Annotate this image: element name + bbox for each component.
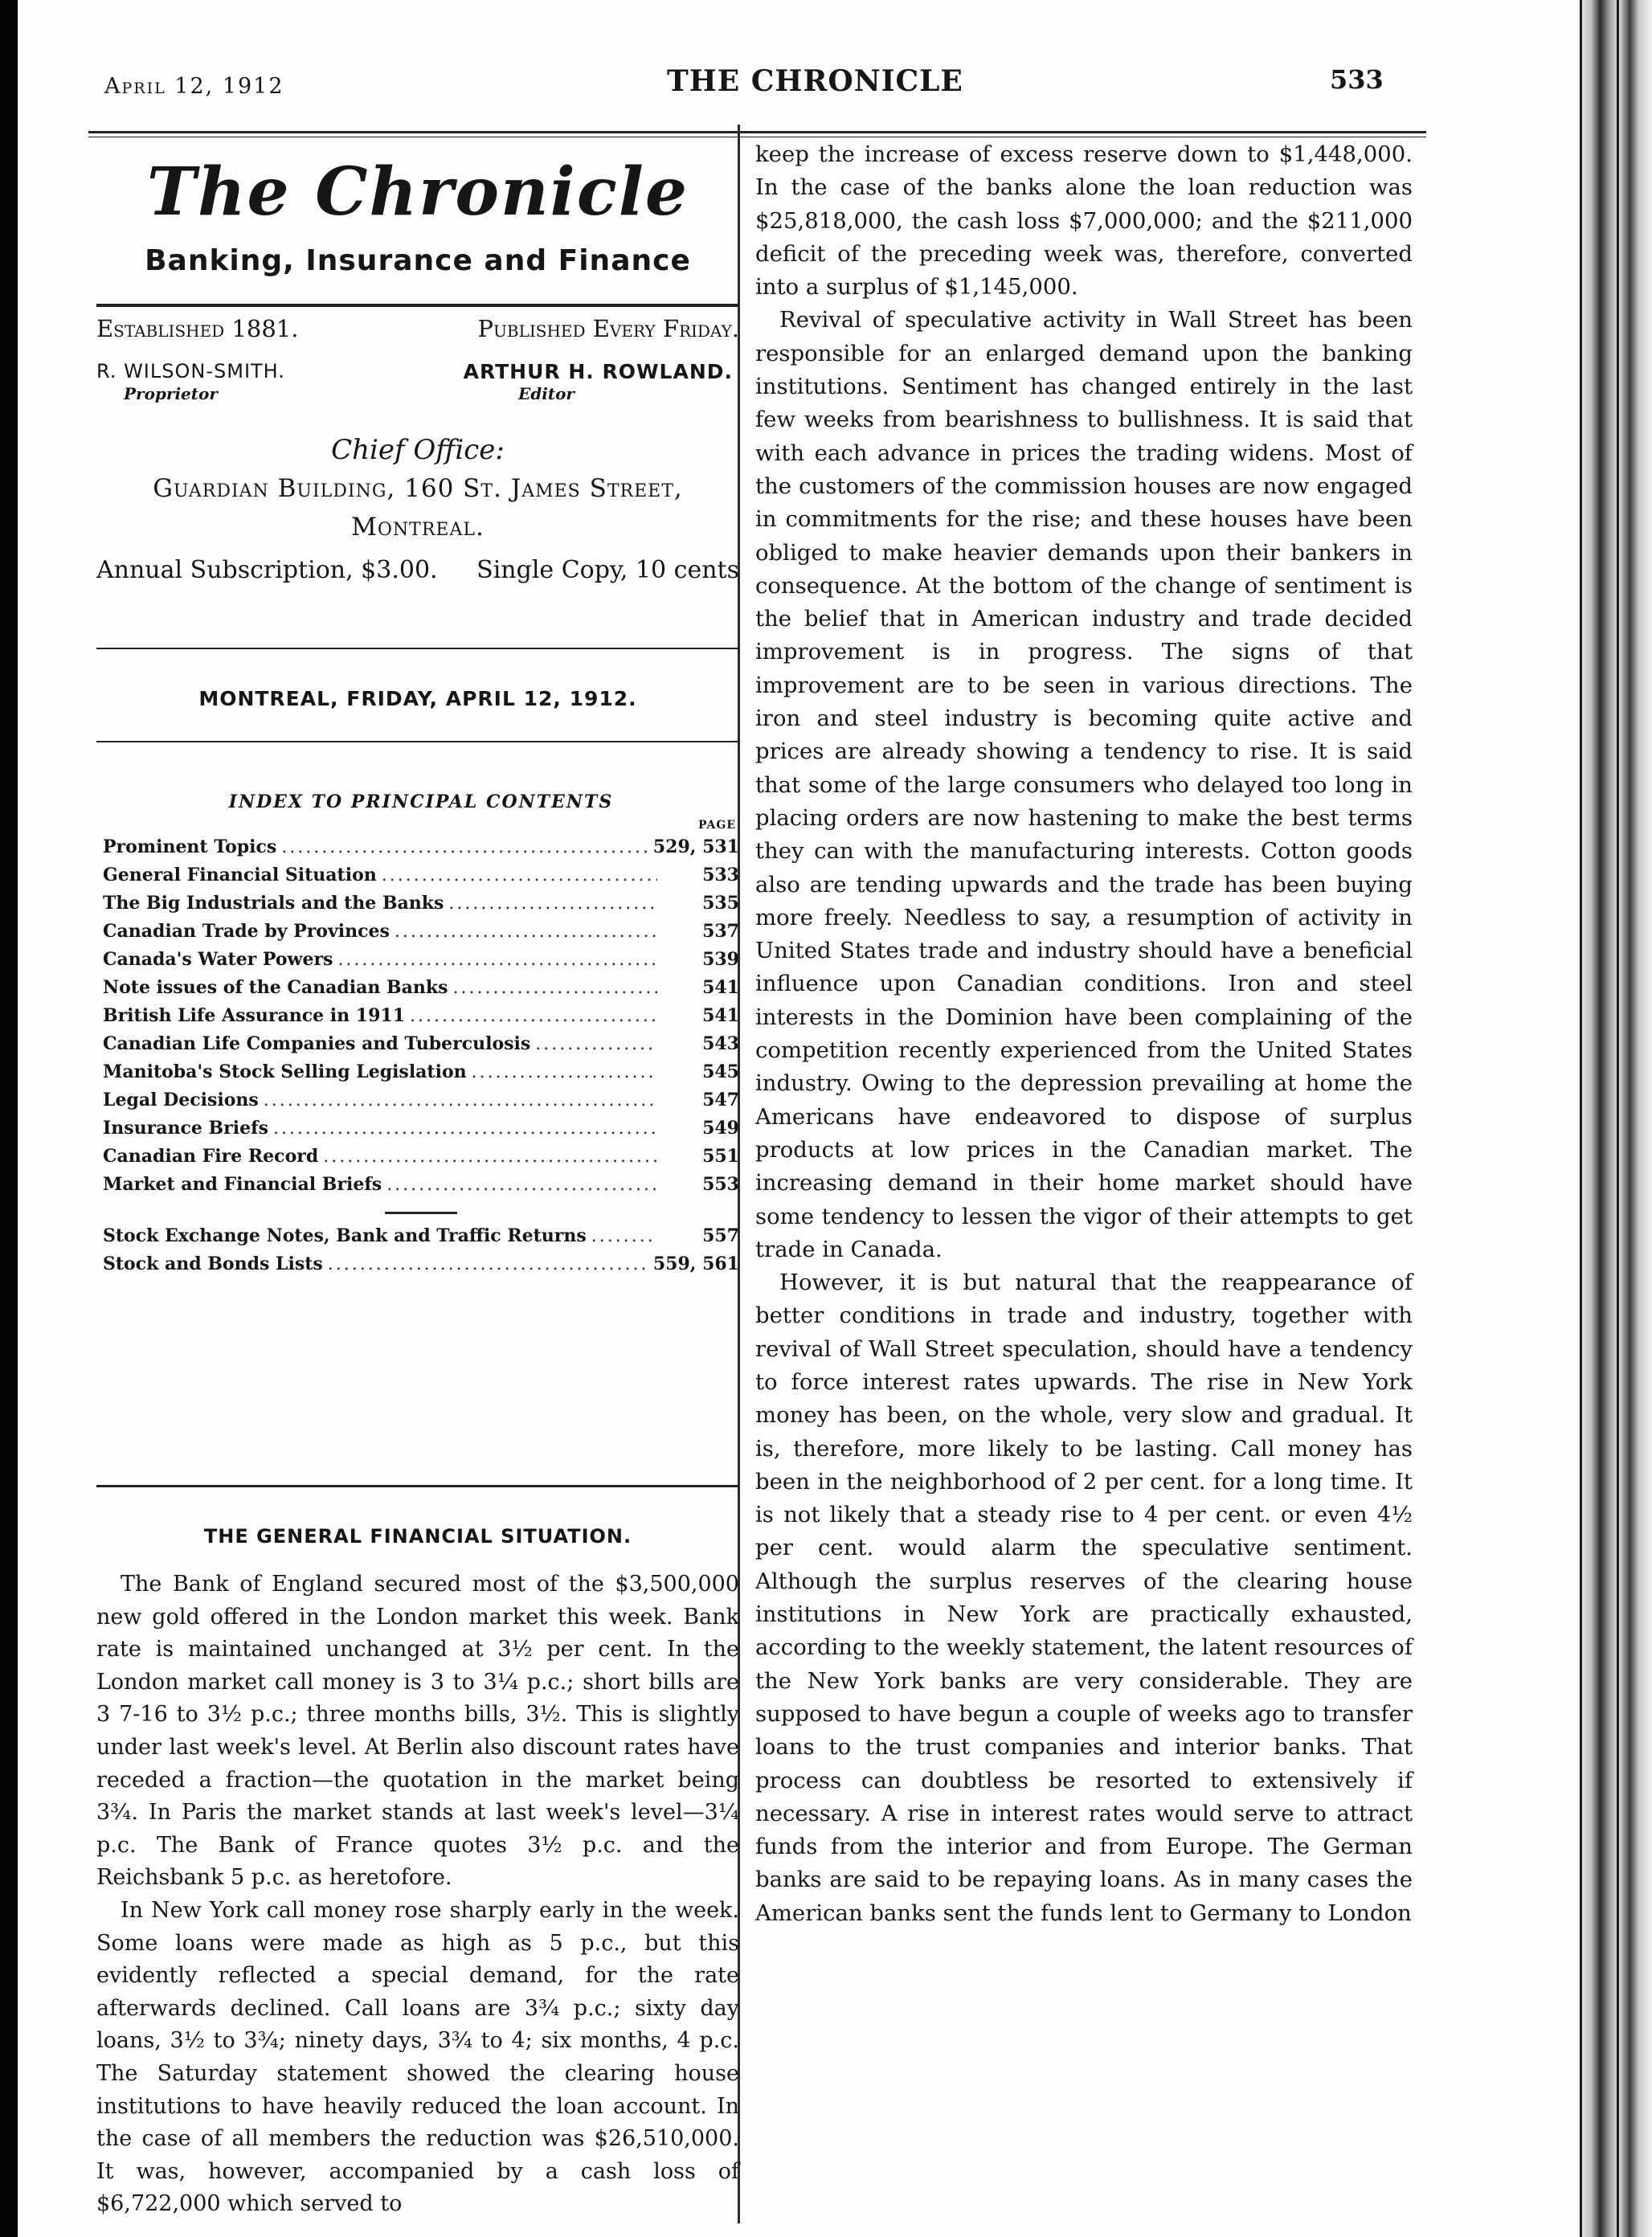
- index-item-label: Canadian Life Companies and Tuberculosis: [103, 1033, 531, 1054]
- index-item-label: Canada's Water Powers: [103, 949, 333, 970]
- single-copy-price: Single Copy, 10 cents: [476, 556, 739, 584]
- index-item-page: 543: [702, 1033, 739, 1054]
- header-rule: [88, 131, 1426, 133]
- index-leader-dots: [328, 1254, 648, 1274]
- index-item-page: 547: [702, 1090, 739, 1110]
- index-item-label: Stock and Bonds Lists: [103, 1253, 323, 1274]
- annual-subscription: Annual Subscription, $3.00.: [96, 556, 438, 584]
- index-separator: [385, 1212, 457, 1214]
- masthead-title: The Chronicle: [146, 153, 689, 231]
- index-item: [103, 921, 739, 949]
- index-item-page: 533: [702, 865, 739, 885]
- index-item: [103, 949, 739, 977]
- index-item: [103, 1146, 739, 1174]
- index-item-page: 529, 531: [652, 836, 739, 857]
- index-extra-list: [103, 1225, 739, 1282]
- article-paragraph: The Bank of England secured most of the $3,500,000 new gold offered in the London market this week. Bank rate is maintained unchanged at 3½ per cent. In the London market call money is 3 to 3¼ p.c.; short bills are 3 7-16 to 3½ p.c.; three months bills, 3½. This is slightly under last week's level. At Berlin also discount rates have receded a fraction—the quotation in the market being 3¾. In Paris the market stands at last week's level—3¼ p.c. The Bank of France quotes 3½ p.c. and the Reichsbank 5 p.c. as heretofore.: [96, 1572, 739, 1891]
- subscription-line: [96, 556, 739, 584]
- binding-line: [1580, 0, 1582, 2237]
- index-item-label: British Life Assurance in 1911: [103, 1005, 406, 1026]
- dateline: MONTREAL, FRIDAY, APRIL 12, 1912.: [198, 687, 637, 710]
- left-column: [96, 137, 739, 2218]
- index-item-page: 551: [702, 1146, 739, 1167]
- index-item: [103, 893, 739, 921]
- scan-right-binding-edge: [1578, 0, 1652, 2237]
- page-number: 533: [1330, 64, 1384, 95]
- index-rule: [96, 1485, 739, 1487]
- index-leader-dots: [281, 837, 648, 857]
- index-item-page: 537: [702, 921, 739, 942]
- index-item: [103, 1005, 739, 1033]
- index-item-page: 541: [702, 977, 739, 998]
- right-column: [755, 138, 1413, 2219]
- article-paragraph: keep the increase of excess reserve down to $1,448,000. In the case of the banks alone the loan reduction was $25,818,000, the cash loss $7,000,000; and the $211,000 deficit of the preceding week was, therefore, converted into a surplus of $1,145,000.: [755, 141, 1413, 301]
- index-item: [103, 1061, 739, 1090]
- index-item-label: Stock Exchange Notes, Bank and Traffic Returns: [103, 1225, 587, 1246]
- proprietor-role: Proprietor: [124, 384, 218, 403]
- editor-name: ARTHUR H. ROWLAND.: [463, 360, 733, 383]
- running-head: [104, 58, 1390, 98]
- index-item-label: Market and Financial Briefs: [103, 1174, 382, 1195]
- index-leader-dots: [535, 1034, 657, 1054]
- proprietor-name: R. WILSON-SMITH.: [96, 360, 285, 382]
- article-paragraph: In New York call money rose sharply early in the week. Some loans were made as high as 5 p.c., but this evidently reflected a special demand, for the rate afterwards declined. Call loans are 3¾ p.c.; sixty day loans, 3½ to 3¾; ninety days, 3¾ to 4; six months, 4 p.c. The Saturday statement showed the clearing house institutions to have heavily reduced the loan account. In the case of all members the reduction was $26,510,000. It was, however, accompanied by a cash loss of $6,722,000 which served to: [96, 1897, 739, 2217]
- office-address: Guardian Building, 160 St. James Street,: [153, 474, 683, 503]
- index-item-label: Insurance Briefs: [103, 1118, 268, 1139]
- article-paragraph: However, it is but natural that the reappearance of better conditions in trade and industry, together with revival of Wall Street speculation, should have a tendency to force interest rates upwards. The rise in New York money has been, on the whole, very slow and gradual. It is, therefore, more likely to be lasting. Call money has been in the neighborhood of 2 per cent. for a long time. It is not likely that a steady rise to 4 per cent. or even 4½ per cent. would alarm the speculative sentiment. Although the surplus reserves of the clearing house institutions in New York are practically exhausted, according to the weekly statement, the latent resources of the New York banks are very considerable. They are supposed to have begun a couple of weeks ago to transfer loans to the trust companies and interior banks. That process can doubtless be resorted to extensively if necessary. A rise in interest rates would serve to attract funds from the interior and from Europe. The German banks are said to be repaying loans. As in many cases the American banks sent the funds lent to Germany to London: [755, 1270, 1413, 1926]
- index-leader-dots: [448, 894, 657, 914]
- running-head-date: April 12, 1912: [104, 74, 284, 99]
- index-item-label: Canadian Fire Record: [103, 1146, 319, 1167]
- binding-line: [1617, 0, 1619, 2237]
- index-item: [103, 1118, 739, 1146]
- scan-left-edge: [0, 0, 18, 2237]
- index-leader-dots: [453, 978, 657, 998]
- office-city: Montreal.: [351, 513, 485, 542]
- index-leader-dots: [382, 865, 657, 885]
- index-item: [103, 865, 739, 893]
- masthead-subtitle: Banking, Insurance and Finance: [145, 244, 691, 277]
- contents-index: [103, 791, 739, 1282]
- office-heading: Chief Office:: [331, 434, 505, 466]
- index-item-page: 553: [702, 1174, 739, 1195]
- index-leader-dots: [395, 922, 657, 942]
- index-item-label: Canadian Trade by Provinces: [103, 921, 390, 942]
- index-item-label: Note issues of the Canadian Banks: [103, 977, 448, 998]
- index-item-page: 539: [702, 949, 739, 970]
- index-item: [103, 1090, 739, 1118]
- index-leader-dots: [323, 1147, 657, 1167]
- index-item-label: Legal Decisions: [103, 1090, 259, 1110]
- article-left-body: [96, 1568, 739, 2221]
- index-item-page: 557: [702, 1225, 739, 1246]
- index-item: [103, 1253, 739, 1282]
- index-item-label: The Big Industrials and the Banks: [103, 893, 444, 914]
- index-item-page: 549: [702, 1118, 739, 1139]
- index-item: [103, 836, 739, 865]
- index-leader-dots: [264, 1090, 657, 1110]
- index-leader-dots: [386, 1175, 657, 1195]
- index-leader-dots: [273, 1118, 657, 1139]
- index-item: [103, 1174, 739, 1202]
- index-leader-dots: [410, 1006, 657, 1026]
- index-leader-dots: [472, 1062, 657, 1082]
- running-head-title: THE CHRONICLE: [667, 64, 963, 98]
- index-item: [103, 1225, 739, 1253]
- dateline-rule: [96, 741, 739, 742]
- editor-role: Editor: [518, 384, 575, 403]
- article-right-body: [755, 138, 1413, 1930]
- index-title: INDEX TO PRINCIPAL CONTENTS: [228, 791, 614, 812]
- index-item-page: 559, 561: [652, 1253, 739, 1274]
- index-item-page: 541: [702, 1005, 739, 1026]
- index-item-label: General Financial Situation: [103, 865, 377, 885]
- article-title: THE GENERAL FINANCIAL SITUATION.: [203, 1525, 632, 1548]
- published-line: Published Every Friday.: [477, 315, 739, 342]
- masthead: [96, 153, 739, 277]
- masthead-rule: [96, 304, 739, 307]
- index-leader-dots: [591, 1226, 657, 1246]
- index-item-page: 535: [702, 893, 739, 914]
- article-paragraph: Revival of speculative activity in Wall Street has been responsible for an enlarged demand upon the banking institutions. Sentiment has changed entirely in the last few weeks from bearishness to bullishness. It is said that with each advance in prices the trading widens. Most of the customers of the commission houses are now engaged in commitments for the rise; and these houses have been obliged to make heavier demands upon their bankers in consequence. At the bottom of the change of sentiment is the belief that in American industry and trade decided improvement is in progress. The signs of that improvement are to be seen in various directions. The iron and steel industry is becoming quite active and prices are already showing a tendency to rise. It is said that some of the large consumers who delayed too long in placing orders are now hastening to make the best terms they can with the manufacturing interests. Cotton goods also are tending upwards and the trade has been buying more freely. Needless to say, a resumption of activity in United States trade and industry should have a beneficial influence upon Canadian conditions. Iron and steel interests in the Dominion have been complaining of the competition recently experienced from the United States industry. Owing to the depression prevailing at home the Americans have endeavored to dispose of surplus products at low prices in the Canadian market. The increasing demand in their home market should have some tendency to lessen the vigor of their attempts to get trade in Canada.: [755, 307, 1413, 1262]
- info-rule: [96, 648, 739, 649]
- index-item-page: 545: [702, 1061, 739, 1082]
- index-item: [103, 977, 739, 1005]
- index-leader-dots: [337, 950, 657, 970]
- index-item-label: Prominent Topics: [103, 836, 277, 857]
- index-item-label: Manitoba's Stock Selling Legislation: [103, 1061, 467, 1082]
- index-item: [103, 1033, 739, 1061]
- established-line: Established 1881.: [96, 315, 299, 342]
- index-list: [103, 836, 739, 1202]
- publication-info: [96, 315, 739, 584]
- index-page-header: PAGE: [698, 819, 736, 832]
